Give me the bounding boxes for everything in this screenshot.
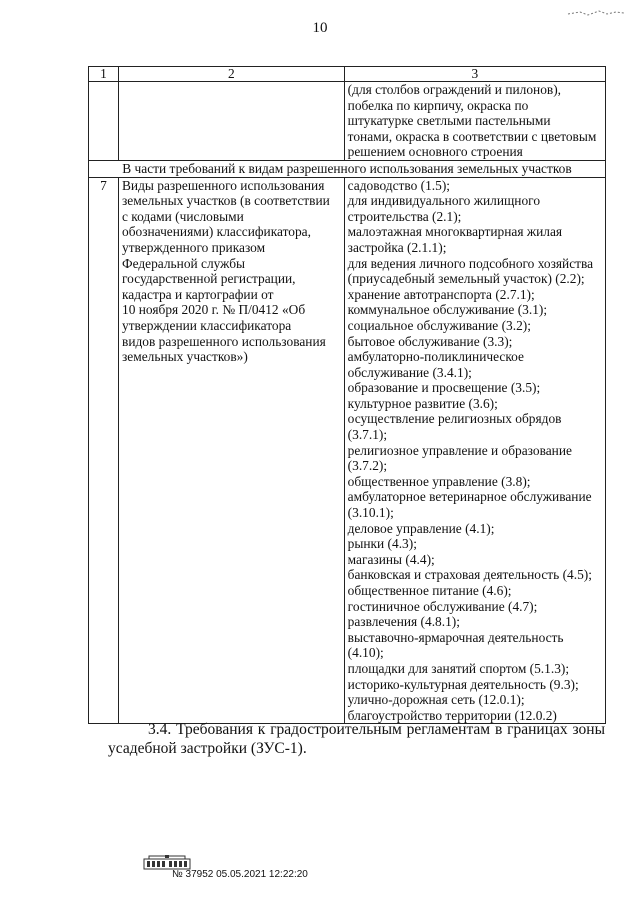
use-item: культурное развитие (3.6);	[347, 395, 498, 411]
use-item: образование и просвещение (3.5);	[347, 380, 541, 396]
use-item: (3.10.1);	[347, 505, 394, 521]
table-header-row	[89, 67, 606, 82]
cell-line: штукатурке светлыми пастельными	[347, 113, 551, 129]
use-item: магазины (4.4);	[347, 551, 435, 567]
table-row-7	[89, 177, 606, 724]
scan-artifact	[566, 4, 626, 12]
header-col-2: 2	[119, 67, 345, 82]
use-item: гостиничное обслуживание (4.7);	[347, 598, 538, 614]
use-item: общественное управление (3.8);	[347, 473, 531, 489]
use-item: для индивидуального жилищного	[347, 193, 541, 209]
use-item: (3.7.1);	[347, 427, 388, 443]
cell-line: обозначениями) классификатора,	[122, 224, 311, 240]
use-item: площадки для занятий спортом (5.1.3);	[347, 660, 570, 676]
cell-line: решением основного строения	[347, 144, 523, 160]
table-row-continued	[89, 82, 606, 161]
use-item: (4.10);	[347, 645, 384, 661]
cell-line: земельных участков»)	[122, 349, 248, 365]
use-item: хранение автотранспорта (2.7.1);	[347, 286, 535, 302]
cell-line: побелка по кирпичу, окраска по	[347, 97, 529, 113]
cell-line: утвержденного приказом	[122, 239, 266, 255]
cell-line: земельных участков (в соответствии	[122, 193, 330, 209]
cell-line: Федеральной службы	[122, 255, 246, 271]
paragraph-line-2: усадебной застройки (ЗУС-1).	[108, 740, 307, 757]
cell-line: (для столбов ограждений и пилонов),	[347, 82, 562, 97]
cell-line: видов разрешенного использования	[122, 333, 326, 349]
use-item: социальное обслуживание (3.2);	[347, 317, 531, 333]
use-item: осуществление религиозных обрядов	[347, 411, 562, 427]
section-title: В части требований к видам разрешенного использования земельных участков	[89, 160, 606, 177]
use-item: развлечения (4.8.1);	[347, 614, 460, 630]
use-item: бытовое обслуживание (3.3);	[347, 333, 513, 349]
paragraph-line-1: 3.4. Требования к градостроительным регламентам в границах зоны	[148, 721, 605, 738]
cell-line: государственной регистрации,	[122, 271, 296, 287]
cell-line: кадастра и картографии от	[122, 286, 274, 302]
registration-number: № 37952 05.05.2021 12:22:20	[172, 869, 308, 880]
use-item: рынки (4.3);	[347, 536, 417, 552]
cell-line: Виды разрешенного использования	[122, 177, 325, 193]
use-item: улично-дорожная сеть (12.0.1);	[347, 692, 525, 708]
use-item: садоводство (1.5);	[347, 177, 451, 193]
use-item: выставочно-ярмарочная деятельность	[347, 629, 564, 645]
use-item: (приусадебный земельный участок) (2.2);	[347, 271, 585, 287]
use-item: банковская и страховая деятельность (4.5);	[347, 567, 592, 583]
continued-cell-3	[344, 82, 605, 161]
section-paragraph	[108, 720, 605, 758]
use-item: общественное питание (4.6);	[347, 583, 512, 598]
header-col-1: 1	[89, 67, 119, 82]
continued-cell-1	[89, 82, 119, 161]
continued-cell-2	[119, 82, 345, 161]
page-number: 10	[312, 20, 328, 36]
use-item: коммунальное обслуживание (3.1);	[347, 302, 548, 318]
row-number: 7	[89, 177, 119, 724]
use-item: историко-культурная деятельность (9.3);	[347, 676, 579, 692]
cell-line: с кодами (числовыми	[122, 208, 244, 224]
row-7-description	[119, 177, 345, 724]
use-item: для ведения личного подсобного хозяйства	[347, 255, 594, 271]
use-item: обслуживание (3.4.1);	[347, 364, 472, 380]
use-item: амбулаторно-поликлиническое	[347, 349, 524, 365]
use-item: благоустройство территории (12.0.2)	[347, 707, 557, 723]
cell-line: утверждении классификатора	[122, 317, 292, 333]
use-item: (3.7.2);	[347, 458, 388, 474]
use-item: строительства (2.1);	[347, 208, 462, 224]
cell-line: тонами, окраска в соответствии с цветовым	[347, 128, 597, 144]
regulation-table	[88, 66, 606, 724]
use-item: амбулаторное ветеринарное обслуживание	[347, 489, 592, 505]
row-7-permitted-uses	[344, 177, 605, 724]
table-section-row	[89, 160, 606, 177]
use-item: деловое управление (4.1);	[347, 520, 495, 536]
use-item: малоэтажная многоквартирная жилая	[347, 224, 563, 240]
use-item: застройка (2.1.1);	[347, 239, 447, 255]
cell-line: 10 ноября 2020 г. № П/0412 «Об	[122, 302, 306, 318]
header-col-3: 3	[344, 67, 605, 82]
use-item: религиозное управление и образование	[347, 442, 572, 458]
